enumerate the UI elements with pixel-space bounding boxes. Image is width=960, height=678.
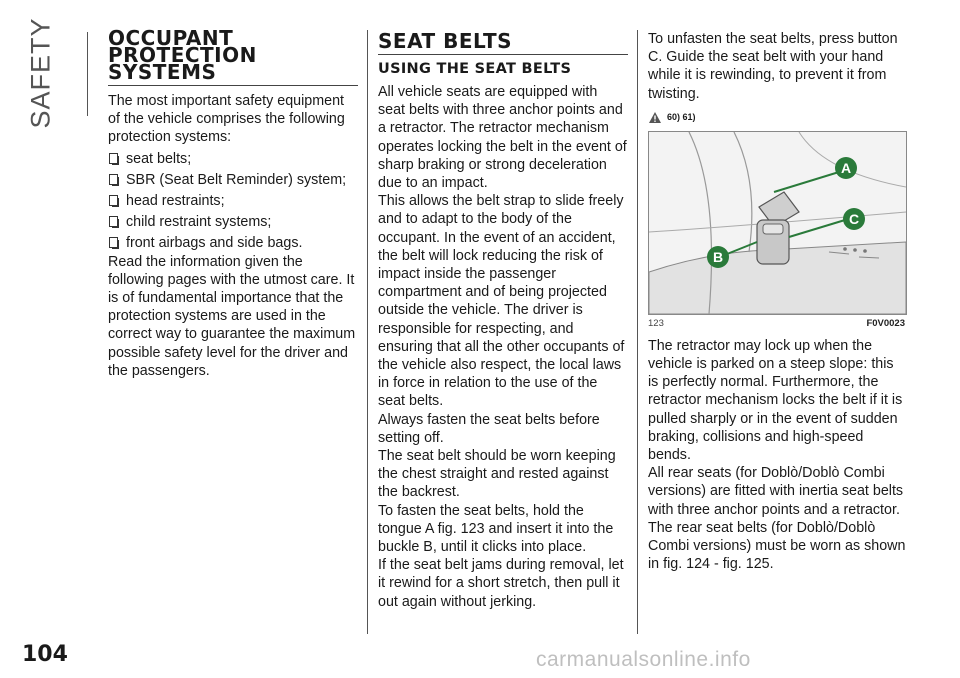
list-item: seat belts; (108, 150, 358, 168)
list-item: head restraints; (108, 192, 358, 210)
paragraph: This allows the belt strap to slide freely and to adapt to the body of the occupant. In the event of an accident, the belt will lock reducing the risk of impact inside the passenger compartment and of being projected outside the vehicle. The driver is responsible for respecting, and ensuring that all the other occupants of the vehicle also respect, the local laws in force in relation to the use of the seat belts. (378, 193, 625, 410)
figure-123 (648, 131, 907, 315)
protection-list (108, 150, 358, 253)
callout-label-a: A (840, 159, 852, 176)
paragraph: To fasten the seat belts, hold the tongue A fig. 123 and insert it into the buckle B, until it clicks into place. (378, 502, 614, 556)
column-3 (648, 30, 906, 573)
warning-reference (648, 111, 906, 124)
side-label-text: SAFETY (25, 17, 56, 129)
paragraph: All vehicle seats are equipped with seat belts with three anchor points and a retractor. The retractor mechanism operates locking the belt in the event of sharp braking or strong deceleration due to an impact. (378, 84, 627, 192)
outro-paragraph: Read the information given the following pages with the utmost care. It is of fundamental importance that the protection systems are used in the correct way to guarantee the maximum possible safety level for the driver and the passengers. (108, 253, 356, 379)
paragraph: The rear seat belts (for Doblò/Doblò Combi versions) must be worn as shown in fig. 124 - fig. 125. (648, 519, 906, 573)
seat-belt-buckle-illustration (649, 132, 906, 314)
title-line: SYSTEMS (108, 60, 217, 84)
paragraph: Always fasten the seat belts before setting off. (378, 411, 600, 446)
bullet-icon (109, 174, 118, 185)
list-item: child restraint systems; (108, 213, 358, 231)
seat-belts-title: SEAT BELTS (378, 29, 512, 53)
seat-belts-subtitle: USING THE SEAT BELTS (378, 61, 572, 77)
section-title (108, 26, 358, 84)
column-divider (637, 30, 638, 634)
watermark: carmanualsonline.info (536, 648, 751, 671)
callout-label-c: C (848, 210, 860, 227)
title-rule (378, 54, 628, 55)
column-divider (367, 30, 368, 634)
bullet-icon (109, 153, 118, 164)
intro-paragraph: The most important safety equipment of the vehicle comprises the following protection systems: (108, 93, 345, 146)
side-rule (87, 32, 88, 116)
title-rule (108, 85, 358, 86)
figure-number: 123 (648, 317, 664, 329)
section-side-label (14, 18, 68, 128)
paragraph: The seat belt should be worn keeping the chest straight and rested against the backrest. (378, 448, 616, 501)
title-line: PROTECTION (108, 43, 257, 67)
column-1 (108, 26, 358, 380)
figure-caption (648, 318, 905, 329)
bullet-icon (109, 195, 118, 206)
paragraph: The retractor may lock up when the vehicle is parked on a steep slope: this is perfectly normal. Furthermore, the retractor mechanism locks the belt if it is pulled sharply or in the event of sudden braking, collisions and high-speed bends. (648, 337, 903, 464)
warning-icon (648, 111, 662, 124)
page-number: 104 (22, 642, 68, 667)
bullet-icon (109, 216, 118, 227)
warning-refs-text: 60) 61) (667, 112, 696, 123)
list-item: SBR (Seat Belt Reminder) system; (108, 171, 358, 189)
callout-label-b: B (712, 248, 724, 265)
unfasten-paragraph: To unfasten the seat belts, press button C. Guide the seat belt with your hand while it is rewinding, to prevent it from twisting. (648, 31, 898, 102)
paragraph: If the seat belt jams during removal, let it rewind for a short stretch, then pull it out again without jerking. (378, 557, 624, 610)
title-line: OCCUPANT (108, 26, 234, 50)
paragraph: All rear seats (for Doblò/Doblò Combi versions) are fitted with inertia seat belts with three anchor points and a retractor. (648, 465, 904, 518)
column-2 (378, 30, 628, 611)
figure-code: F0V0023 (866, 317, 905, 329)
bullet-icon (109, 237, 118, 248)
list-item: front airbags and side bags. (108, 234, 358, 252)
